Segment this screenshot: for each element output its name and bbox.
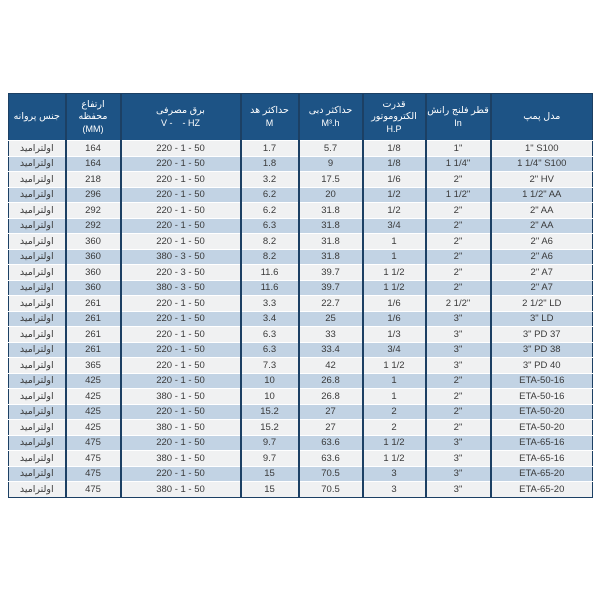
cell-flange-diameter: 2 1/2" bbox=[426, 296, 491, 312]
table-row bbox=[9, 218, 593, 234]
cell-power-supply: 380 - 1 - 50 bbox=[121, 451, 241, 467]
cell-impeller-material: اولترامید bbox=[9, 296, 66, 312]
cell-power-supply: 380 - 3 - 50 bbox=[121, 280, 241, 296]
cell-motor-power: 3 bbox=[363, 466, 426, 482]
header-title-pump-model: مدل پمپ bbox=[523, 111, 561, 123]
cell-impeller-material: اولترامید bbox=[9, 280, 66, 296]
cell-pump-model: 3" PD 40 bbox=[491, 358, 593, 374]
cell-flange-diameter: 3" bbox=[426, 482, 491, 498]
table-row bbox=[9, 420, 593, 436]
table-header bbox=[9, 94, 593, 141]
header-unit-max-flow: M³.h bbox=[321, 117, 340, 128]
cell-flange-diameter: 3" bbox=[426, 342, 491, 358]
cell-chamber-height: 360 bbox=[66, 234, 121, 250]
cell-max-flow: 42 bbox=[299, 358, 363, 374]
cell-max-head: 6.2 bbox=[241, 203, 299, 219]
cell-chamber-height: 292 bbox=[66, 203, 121, 219]
cell-flange-diameter: 2" bbox=[426, 203, 491, 219]
cell-motor-power: 3/4 bbox=[363, 218, 426, 234]
header-motor-power bbox=[363, 94, 426, 141]
cell-chamber-height: 425 bbox=[66, 404, 121, 420]
cell-power-supply: 220 - 1 - 50 bbox=[121, 358, 241, 374]
cell-flange-diameter: 3" bbox=[426, 311, 491, 327]
cell-impeller-material: اولترامید bbox=[9, 435, 66, 451]
cell-pump-model: 2" A7 bbox=[491, 280, 593, 296]
cell-motor-power: 1 1/2 bbox=[363, 280, 426, 296]
table-row bbox=[9, 389, 593, 405]
pump-spec-table bbox=[8, 93, 593, 498]
header-title-power-supply: برق مصرفی bbox=[156, 104, 205, 116]
cell-impeller-material: اولترامید bbox=[9, 373, 66, 389]
table-row bbox=[9, 280, 593, 296]
cell-flange-diameter: 1" bbox=[426, 141, 491, 157]
cell-pump-model: 2" A6 bbox=[491, 234, 593, 250]
cell-max-head: 8.2 bbox=[241, 234, 299, 250]
cell-max-flow: 70.5 bbox=[299, 466, 363, 482]
cell-power-supply: 380 - 1 - 50 bbox=[121, 420, 241, 436]
cell-max-flow: 70.5 bbox=[299, 482, 363, 498]
cell-chamber-height: 475 bbox=[66, 482, 121, 498]
cell-impeller-material: اولترامید bbox=[9, 358, 66, 374]
cell-motor-power: 1 1/2 bbox=[363, 435, 426, 451]
cell-power-supply: 220 - 1 - 50 bbox=[121, 404, 241, 420]
table-row bbox=[9, 141, 593, 157]
header-title-motor-power: قدرت الکتروموتور bbox=[371, 99, 417, 122]
table-row bbox=[9, 249, 593, 265]
cell-motor-power: 1/3 bbox=[363, 327, 426, 343]
header-unit-flange-diameter: In bbox=[454, 117, 462, 128]
cell-impeller-material: اولترامید bbox=[9, 265, 66, 281]
header-pump-model bbox=[491, 94, 593, 141]
pump-spec-table-container bbox=[8, 93, 592, 498]
header-row bbox=[9, 94, 593, 141]
cell-pump-model: 2" AA bbox=[491, 218, 593, 234]
header-max-head bbox=[241, 94, 299, 141]
cell-pump-model: 3" LD bbox=[491, 311, 593, 327]
header-max-flow bbox=[299, 94, 363, 141]
cell-max-flow: 5.7 bbox=[299, 141, 363, 157]
table-row bbox=[9, 296, 593, 312]
cell-max-head: 3.4 bbox=[241, 311, 299, 327]
cell-pump-model: 1" S100 bbox=[491, 141, 593, 157]
cell-pump-model: ETA-65-20 bbox=[491, 466, 593, 482]
cell-motor-power: 1/8 bbox=[363, 156, 426, 172]
cell-max-flow: 27 bbox=[299, 420, 363, 436]
cell-chamber-height: 475 bbox=[66, 466, 121, 482]
cell-flange-diameter: 2" bbox=[426, 249, 491, 265]
table-row bbox=[9, 234, 593, 250]
cell-max-head: 15 bbox=[241, 466, 299, 482]
header-title-max-head: حداکثر هد bbox=[250, 104, 289, 116]
cell-impeller-material: اولترامید bbox=[9, 342, 66, 358]
cell-max-head: 15.2 bbox=[241, 404, 299, 420]
cell-chamber-height: 425 bbox=[66, 389, 121, 405]
cell-max-head: 15.2 bbox=[241, 420, 299, 436]
cell-chamber-height: 261 bbox=[66, 342, 121, 358]
cell-power-supply: 220 - 1 - 50 bbox=[121, 296, 241, 312]
cell-impeller-material: اولترامید bbox=[9, 141, 66, 157]
cell-pump-model: 1 1/2" AA bbox=[491, 187, 593, 203]
cell-power-supply: 380 - 1 - 50 bbox=[121, 482, 241, 498]
cell-max-flow: 17.5 bbox=[299, 172, 363, 188]
cell-flange-diameter: 3" bbox=[426, 451, 491, 467]
cell-pump-model: 2" A7 bbox=[491, 265, 593, 281]
header-unit-max-head: M bbox=[265, 117, 274, 128]
table-row bbox=[9, 156, 593, 172]
cell-max-head: 8.2 bbox=[241, 249, 299, 265]
cell-motor-power: 2 bbox=[363, 420, 426, 436]
cell-chamber-height: 425 bbox=[66, 420, 121, 436]
table-row bbox=[9, 342, 593, 358]
table-row bbox=[9, 327, 593, 343]
header-title-chamber-height: ارتفاع محفظه bbox=[78, 99, 108, 122]
cell-power-supply: 220 - 1 - 50 bbox=[121, 466, 241, 482]
cell-max-head: 9.7 bbox=[241, 451, 299, 467]
cell-pump-model: 2" AA bbox=[491, 203, 593, 219]
cell-max-flow: 39.7 bbox=[299, 265, 363, 281]
cell-motor-power: 1/2 bbox=[363, 203, 426, 219]
cell-max-head: 6.2 bbox=[241, 187, 299, 203]
cell-power-supply: 220 - 3 - 50 bbox=[121, 265, 241, 281]
cell-power-supply: 380 - 3 - 50 bbox=[121, 249, 241, 265]
cell-max-flow: 63.6 bbox=[299, 435, 363, 451]
cell-flange-diameter: 2" bbox=[426, 234, 491, 250]
cell-max-flow: 27 bbox=[299, 404, 363, 420]
cell-impeller-material: اولترامید bbox=[9, 203, 66, 219]
cell-motor-power: 1 bbox=[363, 249, 426, 265]
header-unit-motor-power: H.P bbox=[386, 123, 402, 134]
cell-power-supply: 220 - 1 - 50 bbox=[121, 172, 241, 188]
cell-chamber-height: 296 bbox=[66, 187, 121, 203]
cell-max-flow: 31.8 bbox=[299, 234, 363, 250]
cell-flange-diameter: 2" bbox=[426, 373, 491, 389]
cell-motor-power: 1 bbox=[363, 373, 426, 389]
cell-flange-diameter: 3" bbox=[426, 466, 491, 482]
cell-flange-diameter: 2" bbox=[426, 265, 491, 281]
table-row bbox=[9, 466, 593, 482]
cell-flange-diameter: 2" bbox=[426, 404, 491, 420]
cell-pump-model: ETA-65-16 bbox=[491, 435, 593, 451]
table-body bbox=[9, 141, 593, 498]
header-flange-diameter bbox=[426, 94, 491, 141]
cell-max-head: 9.7 bbox=[241, 435, 299, 451]
cell-flange-diameter: 1 1/4" bbox=[426, 156, 491, 172]
cell-motor-power: 1/6 bbox=[363, 311, 426, 327]
cell-max-head: 7.3 bbox=[241, 358, 299, 374]
table-row bbox=[9, 435, 593, 451]
cell-max-flow: 33.4 bbox=[299, 342, 363, 358]
cell-max-flow: 20 bbox=[299, 187, 363, 203]
cell-max-flow: 31.8 bbox=[299, 203, 363, 219]
cell-motor-power: 1 bbox=[363, 234, 426, 250]
cell-max-head: 6.3 bbox=[241, 327, 299, 343]
header-unit-chamber-height: (MM) bbox=[82, 123, 104, 134]
cell-pump-model: ETA-50-16 bbox=[491, 373, 593, 389]
cell-max-flow: 9 bbox=[299, 156, 363, 172]
header-impeller-material bbox=[9, 94, 66, 141]
cell-impeller-material: اولترامید bbox=[9, 482, 66, 498]
cell-power-supply: 220 - 1 - 50 bbox=[121, 218, 241, 234]
cell-impeller-material: اولترامید bbox=[9, 451, 66, 467]
header-title-max-flow: حداکثر دبی bbox=[308, 104, 353, 116]
cell-max-head: 3.3 bbox=[241, 296, 299, 312]
cell-power-supply: 220 - 1 - 50 bbox=[121, 156, 241, 172]
cell-chamber-height: 261 bbox=[66, 327, 121, 343]
cell-chamber-height: 360 bbox=[66, 280, 121, 296]
cell-chamber-height: 164 bbox=[66, 156, 121, 172]
cell-motor-power: 1 1/2 bbox=[363, 358, 426, 374]
table-row bbox=[9, 358, 593, 374]
cell-impeller-material: اولترامید bbox=[9, 187, 66, 203]
cell-pump-model: ETA-50-20 bbox=[491, 420, 593, 436]
header-chamber-height bbox=[66, 94, 121, 141]
cell-max-head: 1.7 bbox=[241, 141, 299, 157]
cell-flange-diameter: 2" bbox=[426, 420, 491, 436]
header-power-supply bbox=[121, 94, 241, 141]
cell-impeller-material: اولترامید bbox=[9, 466, 66, 482]
cell-pump-model: 3" PD 38 bbox=[491, 342, 593, 358]
cell-chamber-height: 292 bbox=[66, 218, 121, 234]
cell-max-head: 6.3 bbox=[241, 342, 299, 358]
cell-max-head: 11.6 bbox=[241, 265, 299, 281]
cell-max-head: 11.6 bbox=[241, 280, 299, 296]
cell-pump-model: 2" A6 bbox=[491, 249, 593, 265]
table-row bbox=[9, 265, 593, 281]
table-row bbox=[9, 311, 593, 327]
cell-flange-diameter: 2" bbox=[426, 280, 491, 296]
cell-max-flow: 25 bbox=[299, 311, 363, 327]
cell-impeller-material: اولترامید bbox=[9, 218, 66, 234]
cell-motor-power: 1 1/2 bbox=[363, 265, 426, 281]
cell-power-supply: 220 - 1 - 50 bbox=[121, 234, 241, 250]
cell-max-flow: 26.8 bbox=[299, 373, 363, 389]
cell-motor-power: 3/4 bbox=[363, 342, 426, 358]
cell-impeller-material: اولترامید bbox=[9, 156, 66, 172]
cell-max-head: 6.3 bbox=[241, 218, 299, 234]
cell-power-supply: 220 - 1 - 50 bbox=[121, 327, 241, 343]
cell-power-supply: 220 - 1 - 50 bbox=[121, 373, 241, 389]
cell-max-flow: 22.7 bbox=[299, 296, 363, 312]
cell-flange-diameter: 3" bbox=[426, 358, 491, 374]
cell-motor-power: 1/2 bbox=[363, 187, 426, 203]
cell-flange-diameter: 2" bbox=[426, 218, 491, 234]
cell-power-supply: 220 - 1 - 50 bbox=[121, 342, 241, 358]
cell-impeller-material: اولترامید bbox=[9, 172, 66, 188]
cell-max-flow: 33 bbox=[299, 327, 363, 343]
cell-power-supply: 220 - 1 - 50 bbox=[121, 311, 241, 327]
cell-motor-power: 1/6 bbox=[363, 172, 426, 188]
cell-motor-power: 1/6 bbox=[363, 296, 426, 312]
table-row bbox=[9, 482, 593, 498]
cell-chamber-height: 261 bbox=[66, 311, 121, 327]
table-row bbox=[9, 203, 593, 219]
cell-pump-model: 1 1/4" S100 bbox=[491, 156, 593, 172]
cell-motor-power: 1/8 bbox=[363, 141, 426, 157]
cell-chamber-height: 365 bbox=[66, 358, 121, 374]
cell-max-flow: 31.8 bbox=[299, 218, 363, 234]
cell-chamber-height: 360 bbox=[66, 249, 121, 265]
table-row bbox=[9, 404, 593, 420]
cell-power-supply: 380 - 1 - 50 bbox=[121, 389, 241, 405]
cell-max-flow: 63.6 bbox=[299, 451, 363, 467]
cell-pump-model: ETA-65-20 bbox=[491, 482, 593, 498]
header-title-flange-diameter: قطر فلنج رانش bbox=[427, 104, 489, 116]
cell-max-flow: 26.8 bbox=[299, 389, 363, 405]
cell-chamber-height: 261 bbox=[66, 296, 121, 312]
cell-power-supply: 220 - 1 - 50 bbox=[121, 435, 241, 451]
table-row bbox=[9, 373, 593, 389]
table-row bbox=[9, 172, 593, 188]
cell-impeller-material: اولترامید bbox=[9, 327, 66, 343]
table-row bbox=[9, 187, 593, 203]
cell-max-head: 1.8 bbox=[241, 156, 299, 172]
cell-max-head: 3.2 bbox=[241, 172, 299, 188]
cell-pump-model: 3" PD 37 bbox=[491, 327, 593, 343]
cell-chamber-height: 360 bbox=[66, 265, 121, 281]
cell-impeller-material: اولترامید bbox=[9, 420, 66, 436]
cell-motor-power: 2 bbox=[363, 404, 426, 420]
cell-chamber-height: 164 bbox=[66, 141, 121, 157]
table-row bbox=[9, 451, 593, 467]
cell-flange-diameter: 3" bbox=[426, 327, 491, 343]
cell-pump-model: ETA-50-16 bbox=[491, 389, 593, 405]
cell-power-supply: 220 - 1 - 50 bbox=[121, 203, 241, 219]
cell-impeller-material: اولترامید bbox=[9, 234, 66, 250]
cell-chamber-height: 425 bbox=[66, 373, 121, 389]
cell-pump-model: 2" HV bbox=[491, 172, 593, 188]
cell-max-head: 15 bbox=[241, 482, 299, 498]
cell-chamber-height: 218 bbox=[66, 172, 121, 188]
cell-impeller-material: اولترامید bbox=[9, 311, 66, 327]
cell-power-supply: 220 - 1 - 50 bbox=[121, 141, 241, 157]
cell-chamber-height: 475 bbox=[66, 451, 121, 467]
cell-max-head: 10 bbox=[241, 373, 299, 389]
cell-flange-diameter: 2" bbox=[426, 172, 491, 188]
cell-pump-model: 2 1/2" LD bbox=[491, 296, 593, 312]
cell-max-flow: 31.8 bbox=[299, 249, 363, 265]
cell-pump-model: ETA-65-16 bbox=[491, 451, 593, 467]
cell-max-head: 10 bbox=[241, 389, 299, 405]
cell-flange-diameter: 2" bbox=[426, 389, 491, 405]
cell-pump-model: ETA-50-20 bbox=[491, 404, 593, 420]
header-title-impeller-material: جنس پروانه bbox=[13, 111, 60, 123]
cell-impeller-material: اولترامید bbox=[9, 249, 66, 265]
cell-impeller-material: اولترامید bbox=[9, 404, 66, 420]
cell-flange-diameter: 1 1/2" bbox=[426, 187, 491, 203]
cell-chamber-height: 475 bbox=[66, 435, 121, 451]
cell-max-flow: 39.7 bbox=[299, 280, 363, 296]
cell-motor-power: 3 bbox=[363, 482, 426, 498]
cell-motor-power: 1 1/2 bbox=[363, 451, 426, 467]
cell-power-supply: 220 - 1 - 50 bbox=[121, 187, 241, 203]
cell-impeller-material: اولترامید bbox=[9, 389, 66, 405]
header-unit-power-supply: V - - HZ bbox=[161, 117, 200, 128]
cell-motor-power: 1 bbox=[363, 389, 426, 405]
cell-flange-diameter: 3" bbox=[426, 435, 491, 451]
